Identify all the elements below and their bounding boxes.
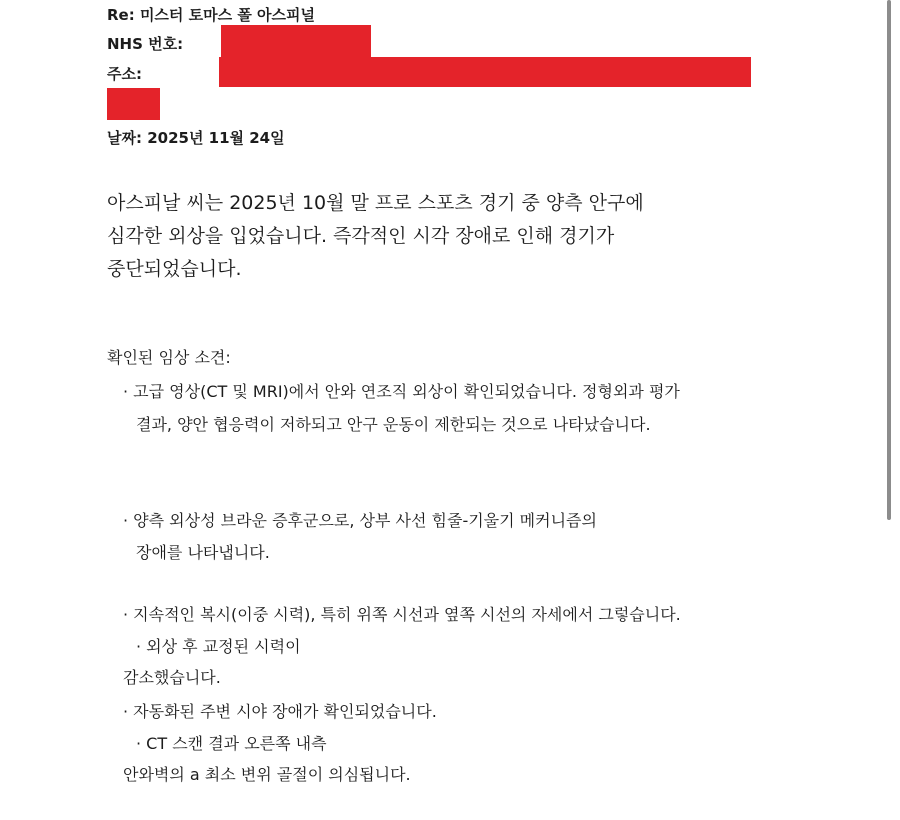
nhs-number-redaction — [221, 25, 371, 58]
finding-1-line-2: 결과, 양안 협응력이 저하되고 안구 운동이 제한되는 것으로 나타났습니다. — [136, 415, 651, 434]
address-label: 주소: — [107, 65, 142, 83]
finding-6-line-2: 안와벽의 a 최소 변위 골절이 의심됩니다. — [123, 765, 411, 784]
address-redaction — [219, 57, 751, 87]
finding-2-line-1: · 양측 외상성 브라운 증후군으로, 상부 사선 힘줄-기울기 메커니즘의 — [123, 511, 597, 530]
finding-1-line-1: · 고급 영상(CT 및 MRI)에서 안와 연조직 외상이 확인되었습니다. 정형외과 평가 — [123, 382, 680, 401]
re-line: Re: 미스터 토마스 폴 아스피널 — [107, 6, 316, 24]
intro-line-1: 아스피날 씨는 2025년 10월 말 프로 스포츠 경기 중 양측 안구에 — [107, 192, 644, 214]
vertical-scrollbar[interactable] — [884, 0, 894, 820]
date-line: 날짜: 2025년 11월 24일 — [107, 129, 285, 147]
scrollbar-thumb[interactable] — [887, 0, 891, 520]
finding-2-line-2: 장애를 나타냅니다. — [136, 543, 270, 562]
nhs-number-label: NHS 번호: — [107, 35, 184, 53]
intro-line-2: 심각한 외상을 입었습니다. 즉각적인 시각 장애로 인해 경기가 — [107, 225, 615, 247]
finding-4-line-2: 감소했습니다. — [123, 668, 221, 687]
finding-4-line-1: · 외상 후 교정된 시력이 — [136, 637, 301, 656]
intro-line-3: 중단되었습니다. — [107, 258, 242, 280]
finding-6-line-1: · CT 스캔 결과 오른쪽 내측 — [136, 734, 327, 753]
findings-heading: 확인된 임상 소견: — [107, 348, 231, 367]
finding-5-line-1: · 자동화된 주변 시야 장애가 확인되었습니다. — [123, 702, 437, 721]
address-redaction-continued — [107, 88, 160, 120]
finding-3-line-1: · 지속적인 복시(이중 시력), 특히 위쪽 시선과 옆쪽 시선의 자세에서 그렇습니다. — [123, 605, 681, 624]
